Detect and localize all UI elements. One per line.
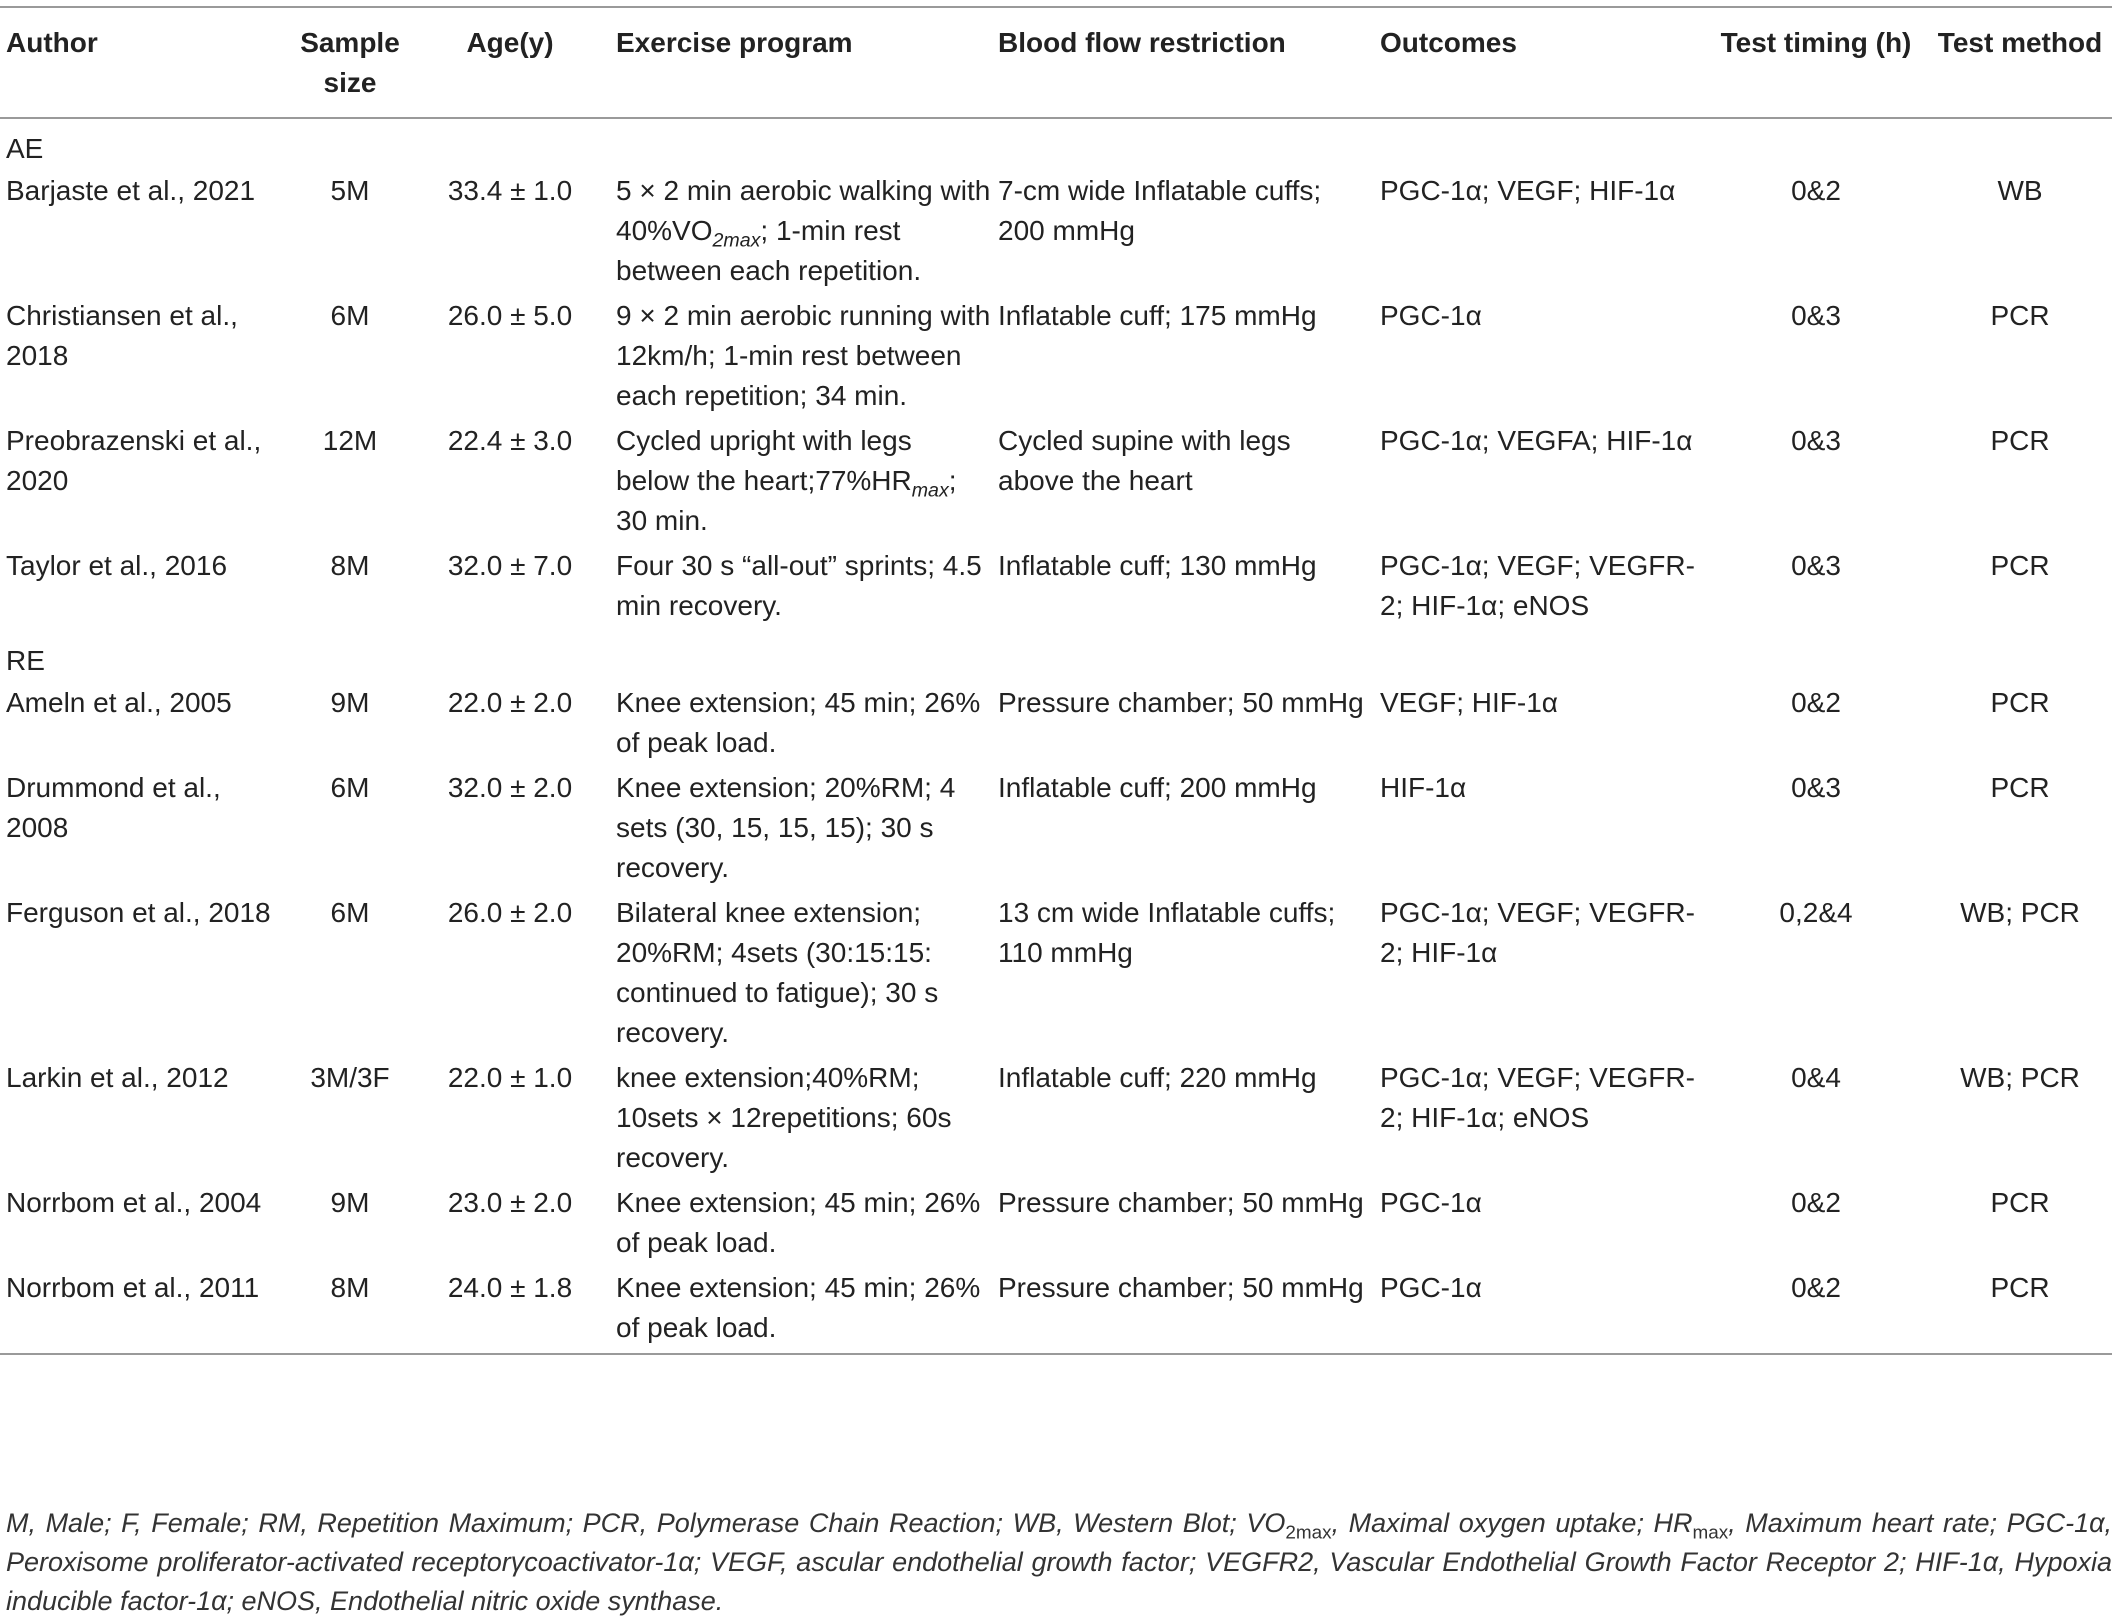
author-cell: Ferguson et al., 2018 (6, 897, 271, 928)
header-blood-flow-restriction: Blood flow restriction (998, 27, 1286, 58)
footnote-text-2: , Maximal oxygen uptake; HR (1331, 1508, 1693, 1538)
outcomes-cell: PGC-1α; VEGF; VEGFR-2; HIF-1α; eNOS (1380, 550, 1695, 621)
table-row (0, 296, 2112, 421)
test-timing-cell: 0&3 (1791, 425, 1841, 456)
sample-size-cell: 9M (330, 687, 370, 718)
exercise-program-cell: Knee extension; 20%RM; 4 sets (30, 15, 15, 15); 30 s recovery. (616, 772, 956, 883)
author-cell: Ameln et al., 2005 (6, 687, 232, 718)
test-method-cell: WB (1997, 175, 2043, 206)
test-timing-cell: 0&2 (1791, 1187, 1841, 1218)
bfr-cell: Inflatable cuff; 220 mmHg (998, 1062, 1317, 1093)
header-age: Age(y) (466, 27, 554, 58)
sample-size-cell: 8M (330, 1272, 370, 1303)
test-method-cell: PCR (1990, 425, 2050, 456)
test-method-cell: PCR (1990, 687, 2050, 718)
header-row (0, 7, 2112, 118)
table-row (0, 1058, 2112, 1183)
table-row (0, 768, 2112, 893)
bfr-cell: 7-cm wide Inflatable cuffs; 200 mmHg (998, 175, 1322, 246)
test-method-cell: PCR (1990, 772, 2050, 803)
exercise-program-cell: Knee extension; 45 min; 26% of peak load. (616, 687, 981, 758)
age-cell: 22.0 ± 1.0 (447, 1062, 573, 1093)
test-timing-cell: 0&3 (1791, 772, 1841, 803)
age-cell: 26.0 ± 5.0 (447, 300, 573, 331)
outcomes-cell: PGC-1α (1380, 300, 1482, 331)
sample-size-cell: 6M (330, 300, 370, 331)
exercise-subscript: max (911, 479, 949, 502)
table-row (0, 893, 2112, 1058)
age-cell: 22.4 ± 3.0 (447, 425, 573, 456)
header-sample-size: Sample size (300, 27, 400, 98)
test-method-cell: PCR (1990, 1187, 2050, 1218)
outcomes-cell: PGC-1α; VEGF; VEGFR-2; HIF-1α (1380, 897, 1695, 968)
age-cell: 33.4 ± 1.0 (447, 175, 573, 206)
footnote-text-1: M, Male; F, Female; RM, Repetition Maximum; PCR, Polymerase Chain Reaction; WB, Western Blot; VO (6, 1508, 1286, 1538)
footnote-subscript-1: 2max (1285, 1522, 1332, 1544)
table-row (0, 421, 2112, 546)
bfr-cell: Pressure chamber; 50 mmHg (998, 687, 1364, 718)
exercise-program-cell: Knee extension; 45 min; 26% of peak load. (616, 1272, 981, 1343)
test-method-cell: PCR (1990, 550, 2050, 581)
test-method-cell: WB; PCR (1960, 1062, 2080, 1093)
test-timing-cell: 0&3 (1791, 300, 1841, 331)
footnote-text-3: , Maximum heart rate; PGC-1α, Peroxisome proliferator-activated receptorγcoactivator-1α; VEGF, ascular endothelial growth factor; VEGFR2, Vascular Endothelial Growth Factor Receptor 2; HIF-1α, Hypoxia inducible factor-1α; eNOS, Endothelial nitric oxide synthase. (6, 1508, 2112, 1616)
author-cell: Norrbom et al., 2011 (6, 1272, 260, 1303)
test-timing-cell: 0,2&4 (1779, 897, 1853, 928)
sample-size-cell: 9M (330, 1187, 370, 1218)
table-row (0, 683, 2112, 768)
exercise-subscript: 2max (712, 229, 761, 252)
table-footnote (6, 1504, 2112, 1621)
author-cell: Larkin et al., 2012 (6, 1062, 229, 1093)
table-row (0, 171, 2112, 296)
test-method-cell: PCR (1990, 1272, 2050, 1303)
test-method-cell: WB; PCR (1960, 897, 2080, 928)
exercise-program-cell (610, 171, 992, 296)
exercise-program-cell: knee extension;40%RM; 10sets × 12repetitions; 60s recovery. (616, 1062, 952, 1173)
exercise-program-cell: Bilateral knee extension; 20%RM; 4sets (30:15:15: continued to fatigue); 30 s recovery. (616, 897, 939, 1048)
header-test-method: Test method (1937, 27, 2103, 58)
exercise-text-end: ; 30 min. (616, 465, 957, 536)
test-timing-cell: 0&2 (1791, 175, 1841, 206)
outcomes-cell: PGC-1α; VEGFA; HIF-1α (1380, 425, 1693, 456)
age-cell: 22.0 ± 2.0 (447, 687, 573, 718)
outcomes-cell: PGC-1α; VEGF; VEGFR-2; HIF-1α; eNOS (1380, 1062, 1695, 1133)
exercise-text-end: ; 1-min rest between each repetition. (616, 215, 922, 286)
header-exercise-program: Exercise program (616, 27, 853, 58)
sample-size-cell: 12M (322, 425, 378, 456)
sample-size-cell: 6M (330, 897, 370, 928)
table-row (0, 1268, 2112, 1354)
test-timing-cell: 0&2 (1791, 687, 1841, 718)
age-cell: 23.0 ± 2.0 (447, 1187, 573, 1218)
exercise-text: Cycled upright with legs below the heart;77%HR (616, 425, 912, 496)
study-table (0, 6, 2112, 1355)
age-cell: 26.0 ± 2.0 (447, 897, 573, 928)
author-cell: Norrbom et al., 2004 (6, 1187, 262, 1218)
exercise-program-cell: Knee extension; 45 min; 26% of peak load. (616, 1187, 981, 1258)
header-outcomes: Outcomes (1380, 27, 1517, 58)
section-label-ae: AE (6, 133, 44, 164)
exercise-text: 5 × 2 min aerobic walking with 40%VO (616, 175, 991, 246)
sample-size-cell: 3M/3F (310, 1062, 390, 1093)
header-author: Author (6, 27, 98, 58)
table-row (0, 1183, 2112, 1268)
author-cell: Drummond et al., 2008 (6, 772, 221, 843)
exercise-program-cell: 9 × 2 min aerobic running with 12km/h; 1-min rest between each repetition; 34 min. (616, 300, 991, 411)
outcomes-cell: HIF-1α (1380, 772, 1467, 803)
test-method-cell: PCR (1990, 300, 2050, 331)
sample-size-cell: 6M (330, 772, 370, 803)
author-cell: Preobrazenski et al., 2020 (6, 425, 262, 496)
bfr-cell: Inflatable cuff; 175 mmHg (998, 300, 1317, 331)
outcomes-cell: VEGF; HIF-1α (1380, 687, 1558, 718)
bfr-cell: Inflatable cuff; 200 mmHg (998, 772, 1317, 803)
age-cell: 32.0 ± 7.0 (447, 550, 573, 581)
section-label-re: RE (6, 645, 45, 676)
outcomes-cell: PGC-1α; VEGF; HIF-1α (1380, 175, 1676, 206)
footnote-subscript-2: max (1692, 1522, 1729, 1544)
test-timing-cell: 0&3 (1791, 550, 1841, 581)
age-cell: 24.0 ± 1.8 (447, 1272, 573, 1303)
exercise-program-cell: Four 30 s “all-out” sprints; 4.5 min recovery. (616, 550, 982, 621)
author-cell: Taylor et al., 2016 (6, 550, 228, 581)
exercise-program-cell (610, 421, 992, 546)
bfr-cell: Cycled supine with legs above the heart (998, 425, 1291, 496)
section-row-re (0, 631, 2112, 683)
bfr-cell: Inflatable cuff; 130 mmHg (998, 550, 1317, 581)
bfr-cell: Pressure chamber; 50 mmHg (998, 1187, 1364, 1218)
author-cell: Christiansen et al., 2018 (6, 300, 238, 371)
age-cell: 32.0 ± 2.0 (447, 772, 573, 803)
test-timing-cell: 0&4 (1791, 1062, 1841, 1093)
section-row-ae (0, 118, 2112, 171)
header-test-timing: Test timing (h) (1720, 27, 1912, 58)
test-timing-cell: 0&2 (1791, 1272, 1841, 1303)
sample-size-cell: 8M (330, 550, 370, 581)
outcomes-cell: PGC-1α (1380, 1272, 1482, 1303)
bfr-cell: Pressure chamber; 50 mmHg (998, 1272, 1364, 1303)
table-row (0, 546, 2112, 631)
author-cell: Barjaste et al., 2021 (6, 175, 256, 206)
outcomes-cell: PGC-1α (1380, 1187, 1482, 1218)
sample-size-cell: 5M (330, 175, 370, 206)
bfr-cell: 13 cm wide Inflatable cuffs; 110 mmHg (998, 897, 1336, 968)
